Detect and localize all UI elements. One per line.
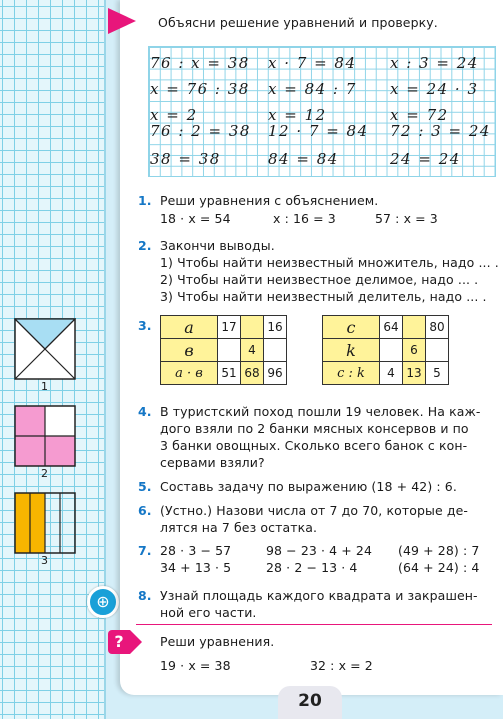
task-7-expr-6: (64 + 24) : 4: [398, 560, 480, 575]
task-4-line-3: 3 банки овощных. Сколько всего банок с кон-: [160, 438, 468, 453]
figure-2-square: [14, 405, 76, 467]
task-2-item-2: 2) Чтобы найти неизвестное делимое, надо ... .: [160, 272, 479, 287]
task-5-text: Составь задачу по выражению (18 + 42) : 6.: [160, 479, 457, 494]
bonus-eq-1: 19 · x = 38: [160, 658, 231, 673]
label-a: a: [161, 316, 218, 339]
table-c-k: c 64 80 k 6 c : k 4 13 5: [322, 315, 449, 385]
task-1-eq-2: x : 16 = 3: [273, 211, 336, 226]
figure-1-square: [14, 318, 76, 380]
task-4-line-2: дого взяли по 2 банки мясных консервов и по: [160, 421, 469, 436]
task-6-line-1: (Устно.) Назови числа от 7 до 70, которые де-: [160, 503, 468, 518]
figure-1-label: 1: [41, 380, 48, 393]
task-2-item-3: 3) Чтобы найти неизвестный делитель, надо ... .: [160, 289, 487, 304]
page-number: 20: [278, 686, 342, 719]
task-8-line-2: ной его части.: [160, 605, 257, 620]
question-badge-icon: ?: [108, 630, 130, 654]
table-a-b: a 17 16 в 4 a · в 51 68 96: [160, 315, 287, 385]
globe-icon[interactable]: ⊕: [87, 586, 119, 618]
bonus-divider: [136, 624, 492, 625]
bonus-eq-2: 32 : x = 2: [310, 658, 373, 673]
intro-text: Объясни решение уравнений и проверку.: [158, 15, 438, 30]
task-1-eq-3: 57 : x = 3: [375, 211, 438, 226]
task-7-expr-4: 28 · 2 − 13 · 4: [266, 560, 358, 575]
task-7-number: 7.: [138, 543, 152, 558]
task-1-text: Реши уравнения с объяснением.: [160, 193, 379, 208]
task-1-eq-1: 18 · x = 54: [160, 211, 231, 226]
task-8-line-1: Узнай площадь каждого квадрата и закрашен-: [160, 588, 478, 603]
task-flag-icon: [108, 8, 136, 34]
figure-3-label: 3: [41, 554, 48, 567]
figure-3-square: [14, 492, 76, 554]
label-c-div-k: c : k: [323, 362, 380, 385]
task-6-number: 6.: [138, 503, 152, 518]
label-a-times-b: a · в: [161, 362, 218, 385]
task-2-item-1: 1) Чтобы найти неизвестный множитель, надо ... .: [160, 255, 499, 270]
task-7-expr-3: 98 − 23 · 4 + 24: [266, 543, 373, 558]
task-7-expr-5: (49 + 28) : 7: [398, 543, 480, 558]
task-1-number: 1.: [138, 193, 152, 208]
label-c: c: [323, 316, 380, 339]
task-2-number: 2.: [138, 238, 152, 253]
task-4-line-1: В туристский поход пошли 19 человек. На каж-: [160, 404, 481, 419]
task-2-text: Закончи выводы.: [160, 238, 275, 253]
label-k: k: [323, 339, 380, 362]
bonus-text: Реши уравнения.: [160, 634, 275, 649]
task-4-number: 4.: [138, 404, 152, 419]
task-7-expr-2: 34 + 13 · 5: [160, 560, 232, 575]
task-5-number: 5.: [138, 479, 152, 494]
task-7-expr-1: 28 · 3 − 57: [160, 543, 232, 558]
task-3-number: 3.: [138, 318, 152, 333]
task-8-number: 8.: [138, 588, 152, 603]
task-4-line-4: сервами взяли?: [160, 455, 265, 470]
task-6-line-2: лятся на 7 без остатка.: [160, 520, 318, 535]
label-b: в: [161, 339, 218, 362]
figure-2-label: 2: [41, 467, 48, 480]
